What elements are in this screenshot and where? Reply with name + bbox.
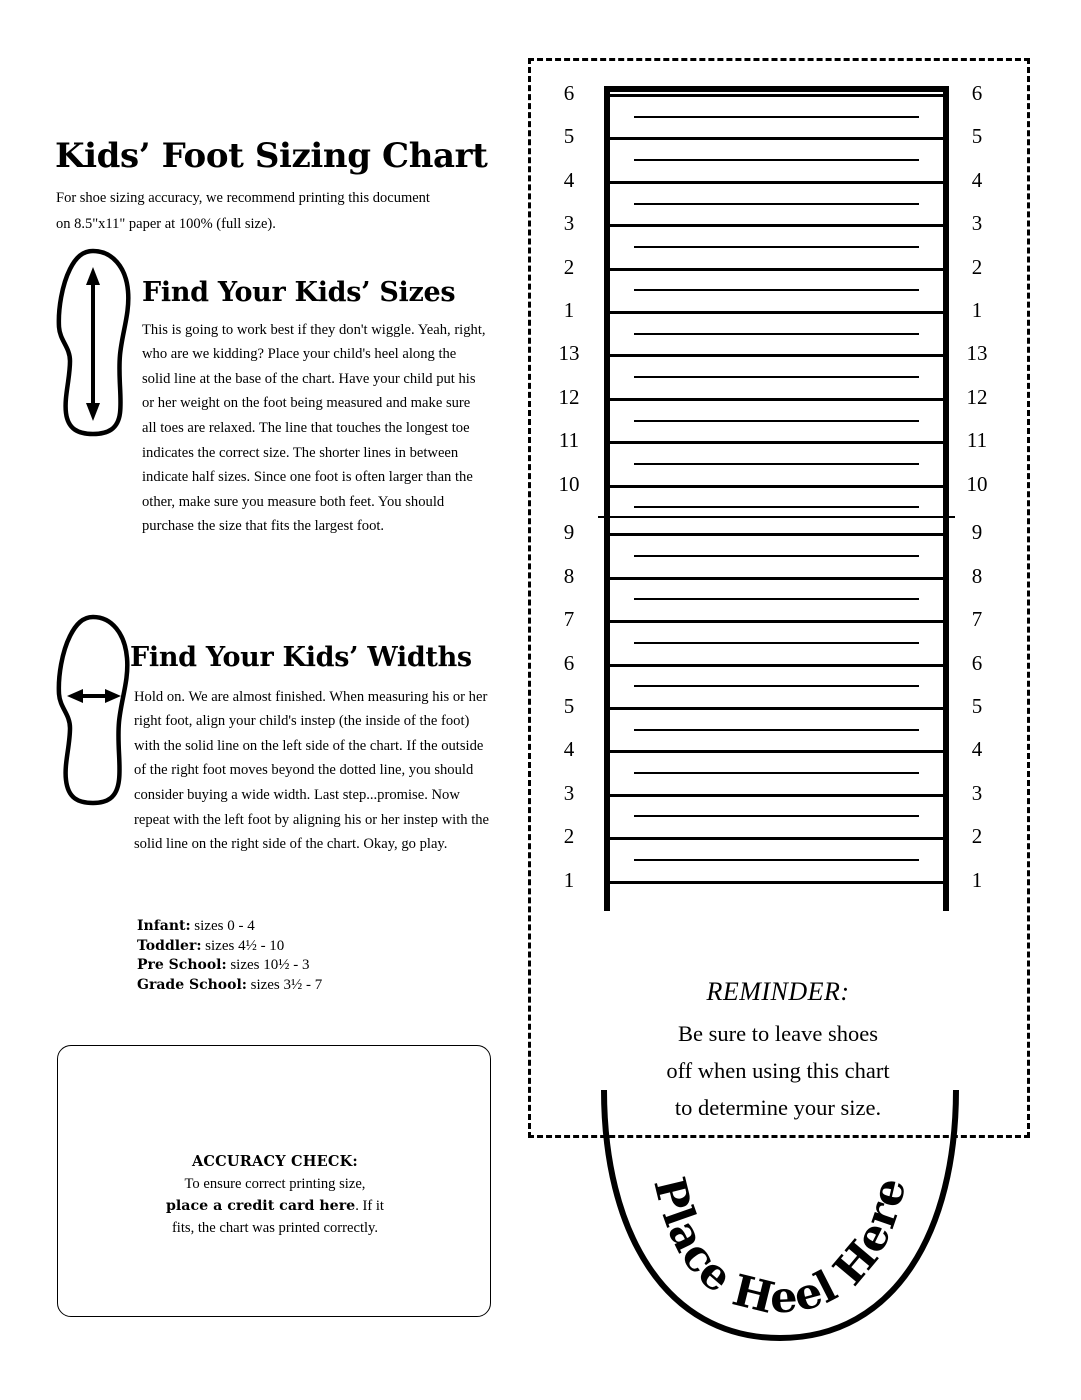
reminder-line2: off when using this chart <box>666 1058 890 1083</box>
size-tick-label-left: 13 <box>558 341 580 366</box>
list-item <box>137 976 322 996</box>
size-tick-label-right: 4 <box>971 737 983 762</box>
size-tick-label-right: 1 <box>971 867 983 892</box>
half-size-line <box>634 815 919 817</box>
half-size-line <box>634 159 919 161</box>
size-rule-lines <box>604 86 949 886</box>
whole-size-line <box>604 794 949 797</box>
half-size-line <box>634 598 919 600</box>
half-size-line <box>634 642 919 644</box>
size-tick-label-left: 4 <box>563 737 575 762</box>
size-tick-label-left: 6 <box>563 81 575 105</box>
size-tick-label-right: 5 <box>971 693 983 718</box>
instructions-column <box>0 0 520 1400</box>
size-tick-label-left: 7 <box>563 607 575 632</box>
whole-size-line <box>604 268 949 271</box>
place-heel-here-label: Place Heel Here <box>643 1172 917 1325</box>
half-size-line <box>634 463 919 465</box>
accuracy-check-line3: fits, the chart was printed correctly. <box>171 1220 379 1236</box>
size-tick-label-left: 2 <box>563 254 575 279</box>
half-size-line <box>634 289 919 291</box>
size-tick-label-left: 2 <box>563 824 575 849</box>
size-tick-label-right: 2 <box>971 254 983 279</box>
widths-section-body: Hold on. We are almost finished. When measuring his or her right foot, align your child's instep (the inside of the foot) with the solid line on the left side of the chart. If the outside of the right foot moves beyond the dotted line, you should consider buying a wide width. Last step...promise. Now repeat with the left foot by aligning his or her instep with the solid line on the right side of the chart. Okay, go play. <box>134 688 490 853</box>
size-tick-label-left: 1 <box>563 298 575 322</box>
reminder-line3: to determine your size. <box>674 1095 882 1120</box>
whole-size-line <box>604 620 949 623</box>
size-tick-label-right: 3 <box>971 211 983 236</box>
category-range: sizes 4½ - 10 <box>205 937 285 954</box>
whole-size-line <box>604 533 949 536</box>
credit-card-accuracy-box <box>57 1045 491 1317</box>
whole-size-line <box>604 881 949 884</box>
half-size-line <box>634 506 919 508</box>
size-tick-label-right: 10 <box>966 471 988 496</box>
whole-size-line <box>604 485 949 488</box>
size-tick-label-left: 3 <box>563 211 575 236</box>
half-size-line <box>634 420 919 422</box>
category-label: Toddler: <box>137 937 202 954</box>
category-range: sizes 3½ - 7 <box>250 976 323 993</box>
size-tick-label-left: 8 <box>563 563 575 588</box>
half-size-line <box>634 116 919 118</box>
size-tick-label-right: 9 <box>971 520 983 545</box>
page-title: Kids’ Foot Sizing Chart <box>55 135 488 176</box>
size-tick-label-left: 5 <box>563 124 575 149</box>
half-size-line <box>634 772 919 774</box>
accuracy-check-line1: To ensure correct printing size, <box>184 1176 366 1192</box>
whole-size-line <box>604 398 949 401</box>
size-tick-label-left: 10 <box>558 471 580 496</box>
size-tick-label-left: 9 <box>563 520 575 545</box>
size-tick-label-right: 1 <box>971 298 983 322</box>
size-tick-label-left: 4 <box>563 167 575 192</box>
whole-size-line <box>604 224 949 227</box>
half-size-line <box>634 685 919 687</box>
whole-size-line <box>604 664 949 667</box>
whole-size-line <box>604 354 949 357</box>
size-tick-label-right: 8 <box>971 563 983 588</box>
half-size-line <box>634 246 919 248</box>
accuracy-check-line2 <box>58 1195 492 1217</box>
category-range: sizes 10½ - 3 <box>230 957 310 973</box>
half-size-line <box>634 203 919 205</box>
whole-size-line <box>604 94 949 97</box>
size-category-list <box>137 917 322 995</box>
category-label: Grade School: <box>137 976 247 993</box>
category-label: Infant: <box>137 918 191 934</box>
footprint-length-icon <box>50 247 136 442</box>
accuracy-check-emphasis: place a credit card here <box>166 1198 356 1214</box>
widths-section-heading: Find Your Kids’ Widths <box>130 642 472 674</box>
whole-size-line <box>604 137 949 140</box>
accuracy-check-line2-tail: . If it <box>355 1198 384 1214</box>
category-range: sizes 0 - 4 <box>194 918 255 934</box>
size-tick-label-right: 11 <box>966 428 988 453</box>
scale-range-divider <box>598 516 955 518</box>
list-item <box>137 956 322 976</box>
size-tick-label-right: 7 <box>971 607 983 632</box>
size-tick-label-left: 6 <box>563 650 575 675</box>
whole-size-line <box>604 577 949 580</box>
half-size-line <box>634 555 919 557</box>
whole-size-line <box>604 181 949 184</box>
sizes-section-heading: Find Your Kids’ Sizes <box>142 277 456 309</box>
print-instructions: For shoe sizing accuracy, we recommend printing this document on 8.5"x11" paper at 100% (full size). <box>56 189 430 232</box>
size-tick-label-right: 3 <box>971 780 983 805</box>
list-item <box>137 937 322 957</box>
measuring-chart <box>520 0 1081 1400</box>
size-tick-label-left: 12 <box>558 384 580 409</box>
size-tick-label-right: 2 <box>971 824 983 849</box>
whole-size-line <box>604 441 949 444</box>
half-size-line <box>634 376 919 378</box>
accuracy-check-title: ACCURACY CHECK: <box>191 1153 358 1170</box>
size-tick-label-right: 13 <box>966 341 988 366</box>
size-tick-label-right: 4 <box>971 167 983 192</box>
whole-size-line <box>604 837 949 840</box>
size-tick-label-right: 12 <box>966 384 988 409</box>
whole-size-line <box>604 311 949 314</box>
size-tick-label-right: 6 <box>971 81 983 105</box>
reminder-title: REMINDER: <box>706 977 850 1006</box>
footprint-width-icon <box>50 612 136 813</box>
size-tick-label-right: 5 <box>971 124 983 149</box>
size-tick-label-left: 1 <box>563 867 575 892</box>
accuracy-check-text <box>58 1151 492 1239</box>
size-tick-label-left: 3 <box>563 780 575 805</box>
size-tick-label-left: 5 <box>563 693 575 718</box>
half-size-line <box>634 333 919 335</box>
reminder-line1: Be sure to leave shoes <box>678 1021 878 1046</box>
whole-size-line <box>604 707 949 710</box>
half-size-line <box>634 859 919 861</box>
category-label: Pre School: <box>137 957 227 973</box>
half-size-line <box>634 729 919 731</box>
whole-size-line <box>604 750 949 753</box>
sizes-section-body: This is going to work best if they don't wiggle. Yeah, right, who are we kidding? Place your child's heel along the solid line at the base of the chart. Have your child put his or her weight on the foot being measured and make sure all toes are relaxed. The line that touches the longest toe indicates the correct size. The shorter lines in between indicate half sizes. Since one foot is often larger than the other, make sure you measure both feet. You should purchase the size that fits the largest foot. <box>142 321 486 535</box>
heel-placement-area <box>580 1090 980 1380</box>
list-item <box>137 917 322 937</box>
size-tick-label-right: 6 <box>971 650 983 675</box>
size-tick-label-left: 11 <box>558 428 580 453</box>
